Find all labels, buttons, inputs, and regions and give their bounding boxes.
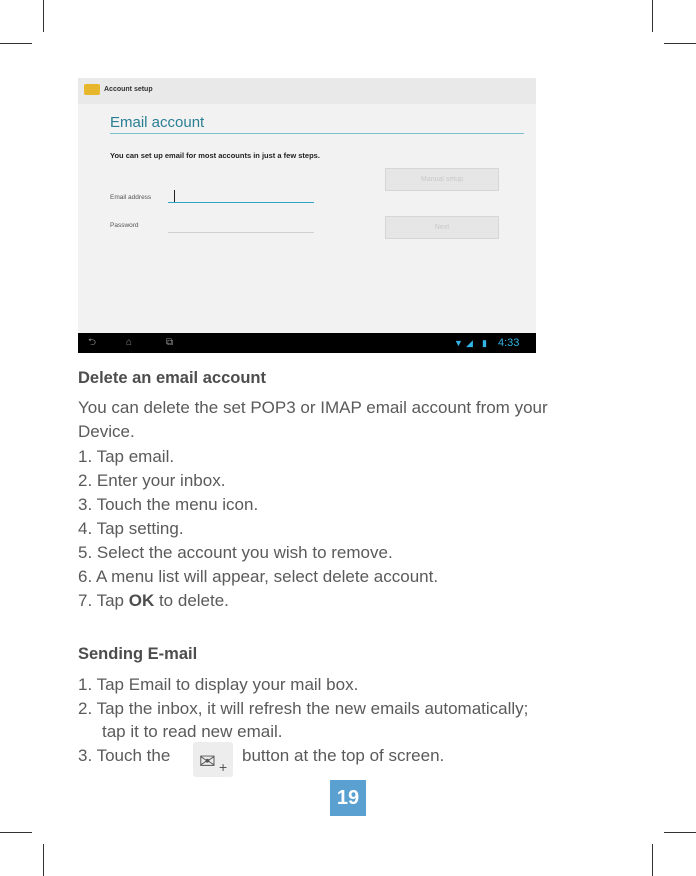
crop-mark (652, 0, 653, 32)
password-label: Password (110, 222, 139, 229)
delete-intro-line: You can delete the set POP3 or IMAP email account from your (78, 398, 548, 417)
email-app-icon (84, 84, 100, 95)
crop-mark (43, 844, 44, 876)
email-address-field[interactable] (168, 190, 314, 203)
signal-icon: ◢ (466, 338, 473, 348)
email-account-heading: Email account (110, 114, 205, 131)
sending-step: 2. Tap the inbox, it will refresh the new emails automatically; (78, 699, 529, 718)
home-icon[interactable]: ⌂ (126, 337, 133, 348)
sending-step: 1. Tap Email to display your mail box. (78, 675, 359, 694)
crop-mark (43, 0, 44, 32)
ok-label: OK (128, 591, 155, 610)
delete-section-title: Delete an email account (78, 369, 266, 387)
crop-mark (664, 832, 696, 833)
action-bar-title: Account setup (104, 86, 153, 93)
delete-step: 3. Touch the menu icon. (78, 495, 259, 514)
setup-intro-text: You can set up email for most accounts in just a few steps. (110, 151, 320, 160)
sending-step-continued: tap it to read new email. (102, 722, 283, 741)
battery-icon: ▮ (482, 338, 487, 348)
delete-step-ok (78, 591, 229, 611)
delete-step: 4. Tap setting. (78, 519, 184, 538)
email-address-label: Email address (110, 194, 152, 201)
status-clock: 4:33 (498, 337, 520, 349)
delete-step: 2. Enter your inbox. (78, 471, 226, 490)
step7-prefix: 7. Tap (78, 591, 129, 610)
delete-intro-line: Device. (78, 422, 135, 441)
manual-setup-button[interactable]: Manual setup (385, 168, 499, 191)
password-field[interactable] (168, 220, 314, 233)
back-icon[interactable]: ⮌ (88, 337, 97, 348)
account-setup-screenshot (78, 78, 536, 353)
recent-apps-icon[interactable]: ⧉ (166, 337, 174, 348)
sending-step-suffix: button at the top of screen. (242, 746, 445, 765)
action-bar (78, 78, 536, 104)
system-nav-bar (78, 333, 536, 353)
sending-section-title: Sending E-mail (78, 645, 198, 663)
crop-mark (652, 844, 653, 876)
heading-divider (110, 133, 524, 134)
compose-mail-icon (193, 742, 233, 777)
next-button[interactable]: Next (385, 216, 499, 239)
plus-icon: + (219, 759, 228, 775)
envelope-icon: ✉ (199, 751, 216, 773)
sending-step-prefix: 3. Touch the (78, 746, 171, 765)
step7-suffix: to delete. (154, 591, 229, 610)
page-number: 19 (330, 780, 366, 816)
crop-mark (0, 832, 32, 833)
crop-mark (664, 43, 696, 44)
delete-step: 6. A menu list will appear, select delete account. (78, 567, 439, 586)
wifi-icon: ▼ (454, 338, 463, 348)
crop-mark (0, 43, 32, 44)
delete-step: 1. Tap email. (78, 447, 175, 466)
delete-step: 5. Select the account you wish to remove. (78, 543, 393, 562)
